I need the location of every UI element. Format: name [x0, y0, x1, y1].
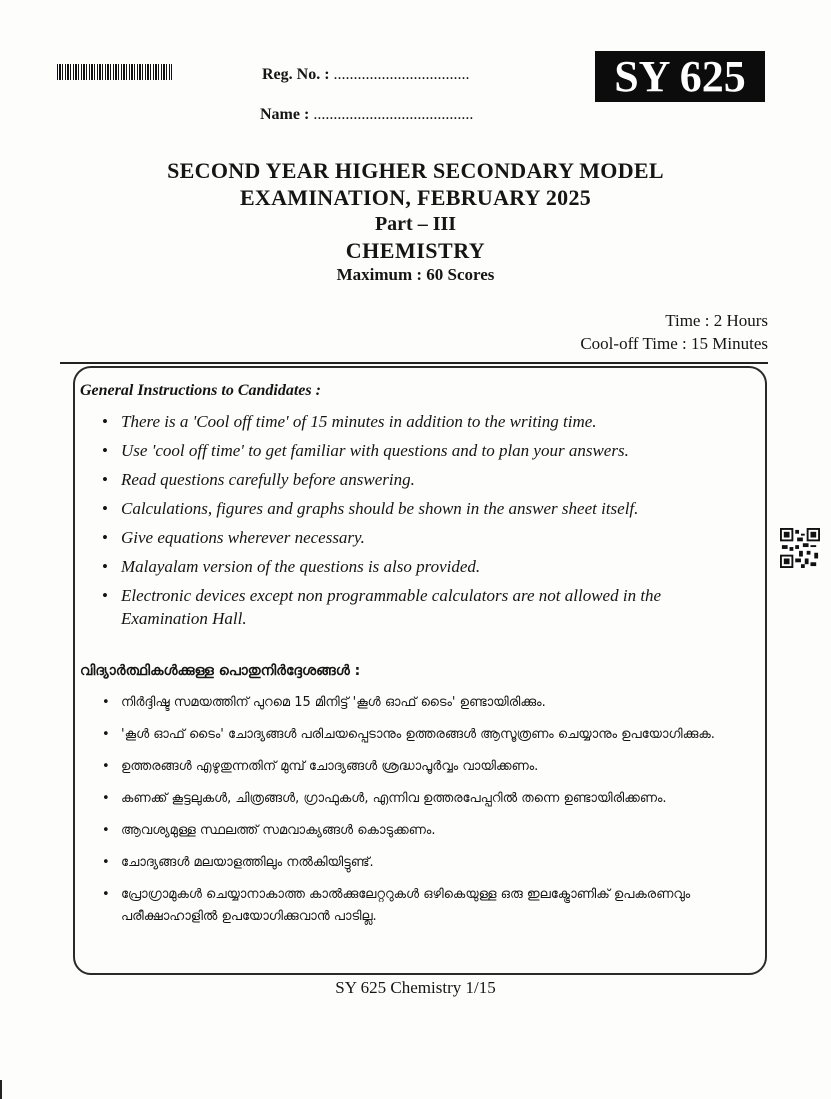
instructions-heading-en: General Instructions to Candidates :	[80, 382, 321, 399]
instruction-item: • Malayalam version of the questions is also provided.	[100, 555, 740, 578]
reg-no-blank: ..................................	[333, 66, 470, 83]
name-line	[260, 106, 473, 124]
scan-edge-mark	[0, 1080, 2, 1099]
instruction-item-ml: • ഉത്തരങ്ങൾ എഴുതുന്നതിന് മുമ്പ് ചോദ്യങ്ങൾ ശ്രദ്ധാപൂർവ്വം വായിക്കണം.	[100, 756, 760, 778]
instruction-item: • Give equations wherever necessary.	[100, 526, 740, 549]
page-footer: SY 625 Chemistry 1/15	[335, 978, 496, 997]
instruction-item-ml: • ആവശ്യമുള്ള സ്ഥലത്ത് സമവാക്യങ്ങൾ കൊടുക്കണം.	[100, 820, 760, 842]
instructions-heading-ml: വിദ്യാർത്ഥികൾക്കുള്ള പൊതുനിർദ്ദേശങ്ങൾ :	[80, 663, 361, 679]
name-blank: ........................................	[313, 106, 474, 123]
instruction-item: • Use 'cool off time' to get familiar with questions and to plan your answers.	[100, 439, 740, 462]
divider	[60, 362, 768, 364]
instructions-list-ml	[100, 692, 760, 938]
instructions-list-en	[100, 410, 740, 636]
instruction-item-ml: • പ്രോഗ്രാമുകൾ ചെയ്യാനാകാത്ത കാൽക്കുലേറ്ററുകൾ ഒഴികെയുള്ള ഒരു ഇലക്ട്രോണിക് ഉപകരണവും പരീക്ഷാഹാളിൽ ഉപയോഗിക്കുവാൻ പാടില്ല.	[100, 884, 760, 928]
barcode-icon	[57, 64, 172, 80]
max-scores: Maximum : 60 Scores	[336, 265, 495, 284]
exam-title-line2: EXAMINATION, FEBRUARY 2025	[239, 185, 592, 210]
exam-title-line1: SECOND YEAR HIGHER SECONDARY MODEL	[167, 158, 664, 183]
name-label: Name :	[260, 106, 310, 123]
instruction-item: • Read questions carefully before answering.	[100, 468, 740, 491]
paper-code: SY 625	[595, 51, 765, 102]
instruction-item-ml: • ചോദ്യങ്ങൾ മലയാളത്തിലും നൽകിയിട്ടുണ്ട്.	[100, 852, 760, 874]
reg-no-label: Reg. No. :	[262, 66, 330, 83]
instruction-item: • Electronic devices except non programmable calculators are not allowed in the Examination Hall.	[100, 584, 740, 630]
instruction-item-ml: • 'കൂൾ ഓഫ് ടൈം' ചോദ്യങ്ങൾ പരിചയപ്പെടാനും ഉത്തരങ്ങൾ ആസൂത്രണം ചെയ്യാനും ഉപയോഗിക്കുക.	[100, 724, 760, 746]
instruction-item: • There is a 'Cool off time' of 15 minutes in addition to the writing time.	[100, 410, 740, 433]
instruction-item: • Calculations, figures and graphs should be shown in the answer sheet itself.	[100, 497, 740, 520]
instruction-item-ml: • നിർദ്ദിഷ്ട സമയത്തിന് പുറമെ 15 മിനിട്ട് 'കൂൾ ഓഫ് ടൈം' ഉണ്ടായിരിക്കും.	[100, 692, 760, 714]
exam-part: Part – III	[374, 213, 457, 235]
time-allowed: Time : 2 Hours	[665, 311, 768, 330]
reg-no-line	[262, 66, 470, 84]
qr-code-icon	[780, 528, 820, 568]
cool-off-time: Cool-off Time : 15 Minutes	[580, 334, 768, 353]
instruction-item-ml: • കണക്ക് കൂട്ടലുകൾ, ചിത്രങ്ങൾ, ഗ്രാഫുകൾ, എന്നിവ ഉത്തരപേപ്പറിൽ തന്നെ ഉണ്ടായിരിക്കണം.	[100, 788, 760, 810]
exam-subject: CHEMISTRY	[345, 238, 486, 263]
